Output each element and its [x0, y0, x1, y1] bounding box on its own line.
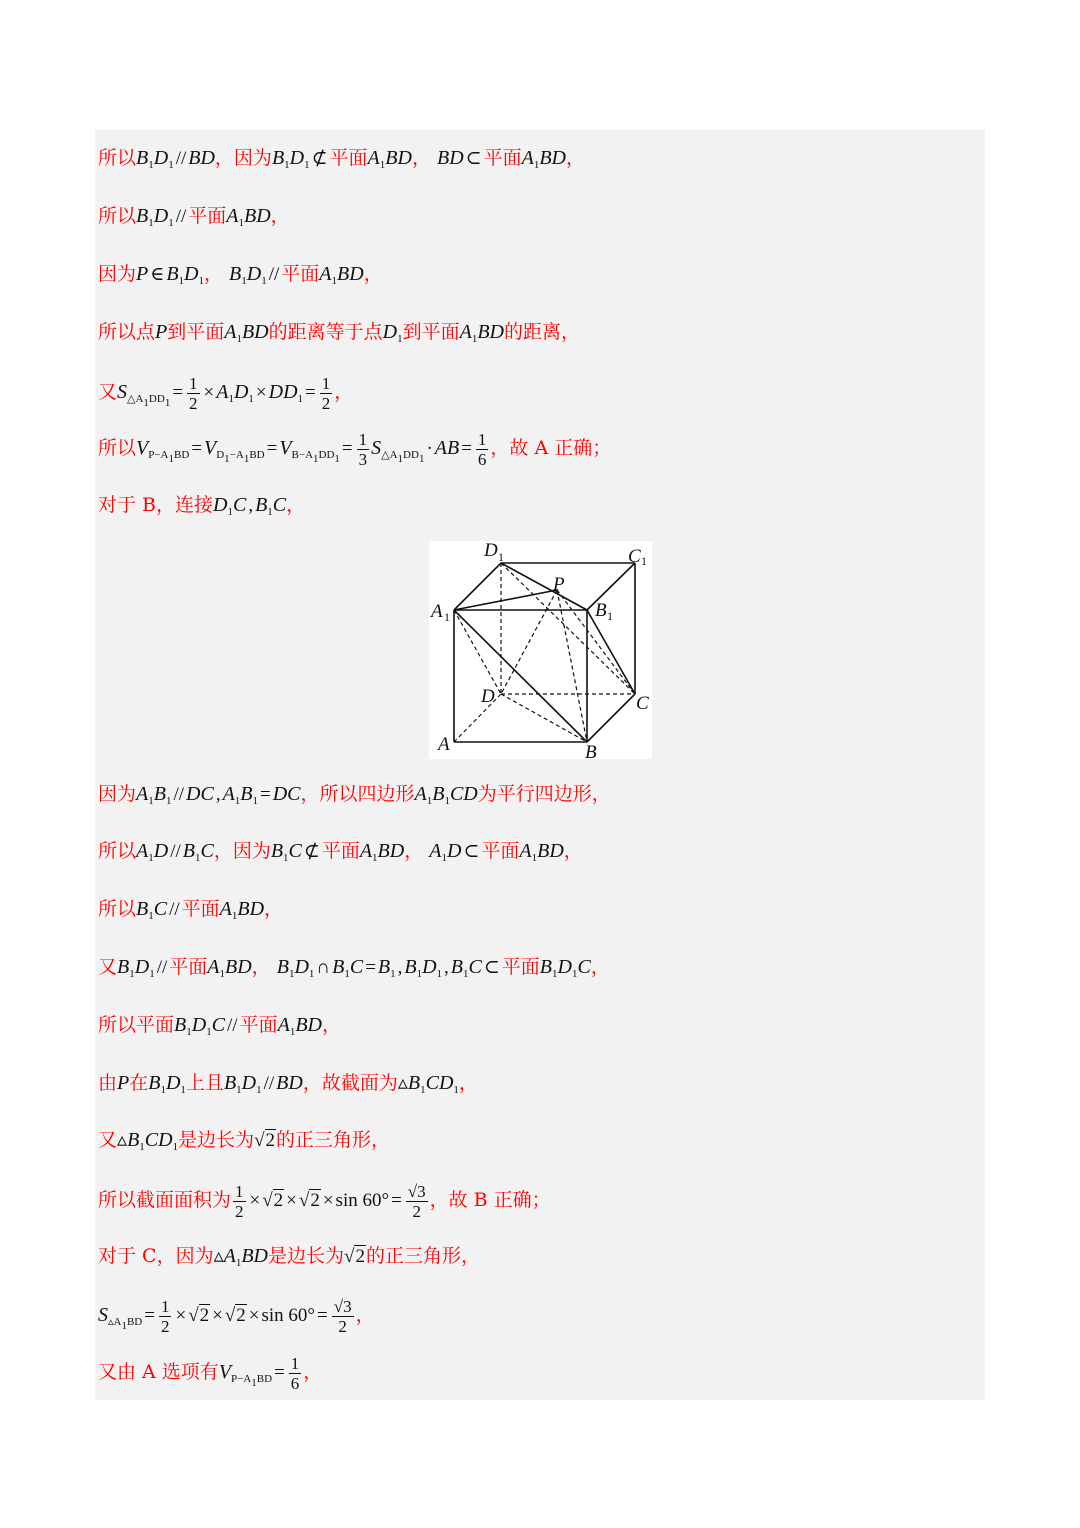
solution-line-18: 又由 A 选项有$V_{P-A_1BD}$ = $\frac{1}{6}$ ， — [98, 1353, 323, 1393]
solution-line-17: $S_{▵A_1BD}$ = $\frac{1}{2}$ × √2 × √2 × sin 60° = $\frac{√3}{2}$ ， — [98, 1296, 375, 1336]
label-C1: C — [628, 546, 641, 567]
solution-line-14: 又$▵B_1CD_1$是边长为√2的正三角形， — [98, 1129, 391, 1153]
svg-text:1: 1 — [498, 550, 504, 564]
solution-line-9: 所以$A_1D // B_1C$，因为$B_1C$ ⊄ 平面$A_1BD$， $A_1D$ ⊂ 平面$A_1BD$， — [98, 840, 583, 864]
label-D: D — [481, 686, 495, 707]
svg-text:1: 1 — [607, 609, 613, 623]
solution-line-4: 所以点P到平面$A_1BD$的距离等于点$D_1$到平面$A_1BD$的距离， — [98, 321, 581, 345]
solution-line-2: 所以$B_1D_1$ // 平面$A_1BD$， — [98, 205, 290, 229]
label-A: A — [438, 734, 450, 755]
solution-line-15: 所以截面面积为 $\frac{1}{2}$ × √2 × √2 × sin 60° = $\frac{√3}{2}$ ，故 B 正确； — [98, 1181, 551, 1221]
cube-figure — [429, 541, 652, 759]
cube-diagram — [429, 541, 652, 759]
solution-line-12: 所以平面$B_1D_1C$ // 平面$A_1BD$， — [98, 1014, 342, 1038]
solution-line-5: 又$S_{\triangle A_1DD_1}$ = $\frac{1}{2}$ × $A_1D_1 \times DD_1$ = $\frac{1}{2}$ ， — [98, 373, 354, 413]
solution-line-6: 所以$V_{P-A_1BD} = V_{D_1-A_1BD} = V_{B-A_1DD_1}$ = $\frac{1}{3}$ $S_{\triangle A_1DD_1}$ · AB = $\frac{1}{6}$ ，故 A 正确； — [98, 429, 612, 469]
label-D1: D — [484, 541, 498, 561]
svg-text:1: 1 — [641, 554, 647, 568]
svg-text:1: 1 — [444, 610, 450, 624]
solution-line-8: 因为$A_1B_1$ // DC , $A_1B_1$ = DC，所以四边形$A_1B_1CD$为平行四边形， — [98, 783, 611, 807]
solution-line-7: 对于 B，连接$D_1C$ , $B_1C$， — [98, 494, 306, 518]
label-B: B — [585, 742, 597, 759]
solution-line-10: 所以$B_1C$ // 平面$A_1BD$， — [98, 898, 284, 922]
solution-line-3: 因为P ∈ $B_1D_1$， $B_1D_1$ // 平面$A_1BD$， — [98, 263, 383, 287]
solution-line-1: 所以$B_1D_1$ // BD，因为$B_1D_1$ ⊄ 平面$A_1BD$， BD ⊂ 平面$A_1BD$， — [98, 147, 586, 171]
solution-line-11: 又$B_1D_1$ // 平面$A_1BD$， $B_1D_1$ ∩ $B_1C = B_1$ , $B_1D_1$ , $B_1C$ ⊂ 平面$B_1D_1C$， — [98, 956, 610, 980]
solution-line-13: 由P在$B_1D_1$上且$B_1D_1$ // BD，故截面为$▵B_1CD_1$， — [98, 1072, 478, 1096]
label-A1: A — [431, 601, 443, 622]
label-B1: B — [595, 600, 607, 621]
label-P: P — [553, 574, 565, 595]
solution-line-16: 对于 C，因为$▵A_1BD$是边长为√2的正三角形， — [98, 1245, 480, 1269]
label-C: C — [636, 693, 649, 714]
